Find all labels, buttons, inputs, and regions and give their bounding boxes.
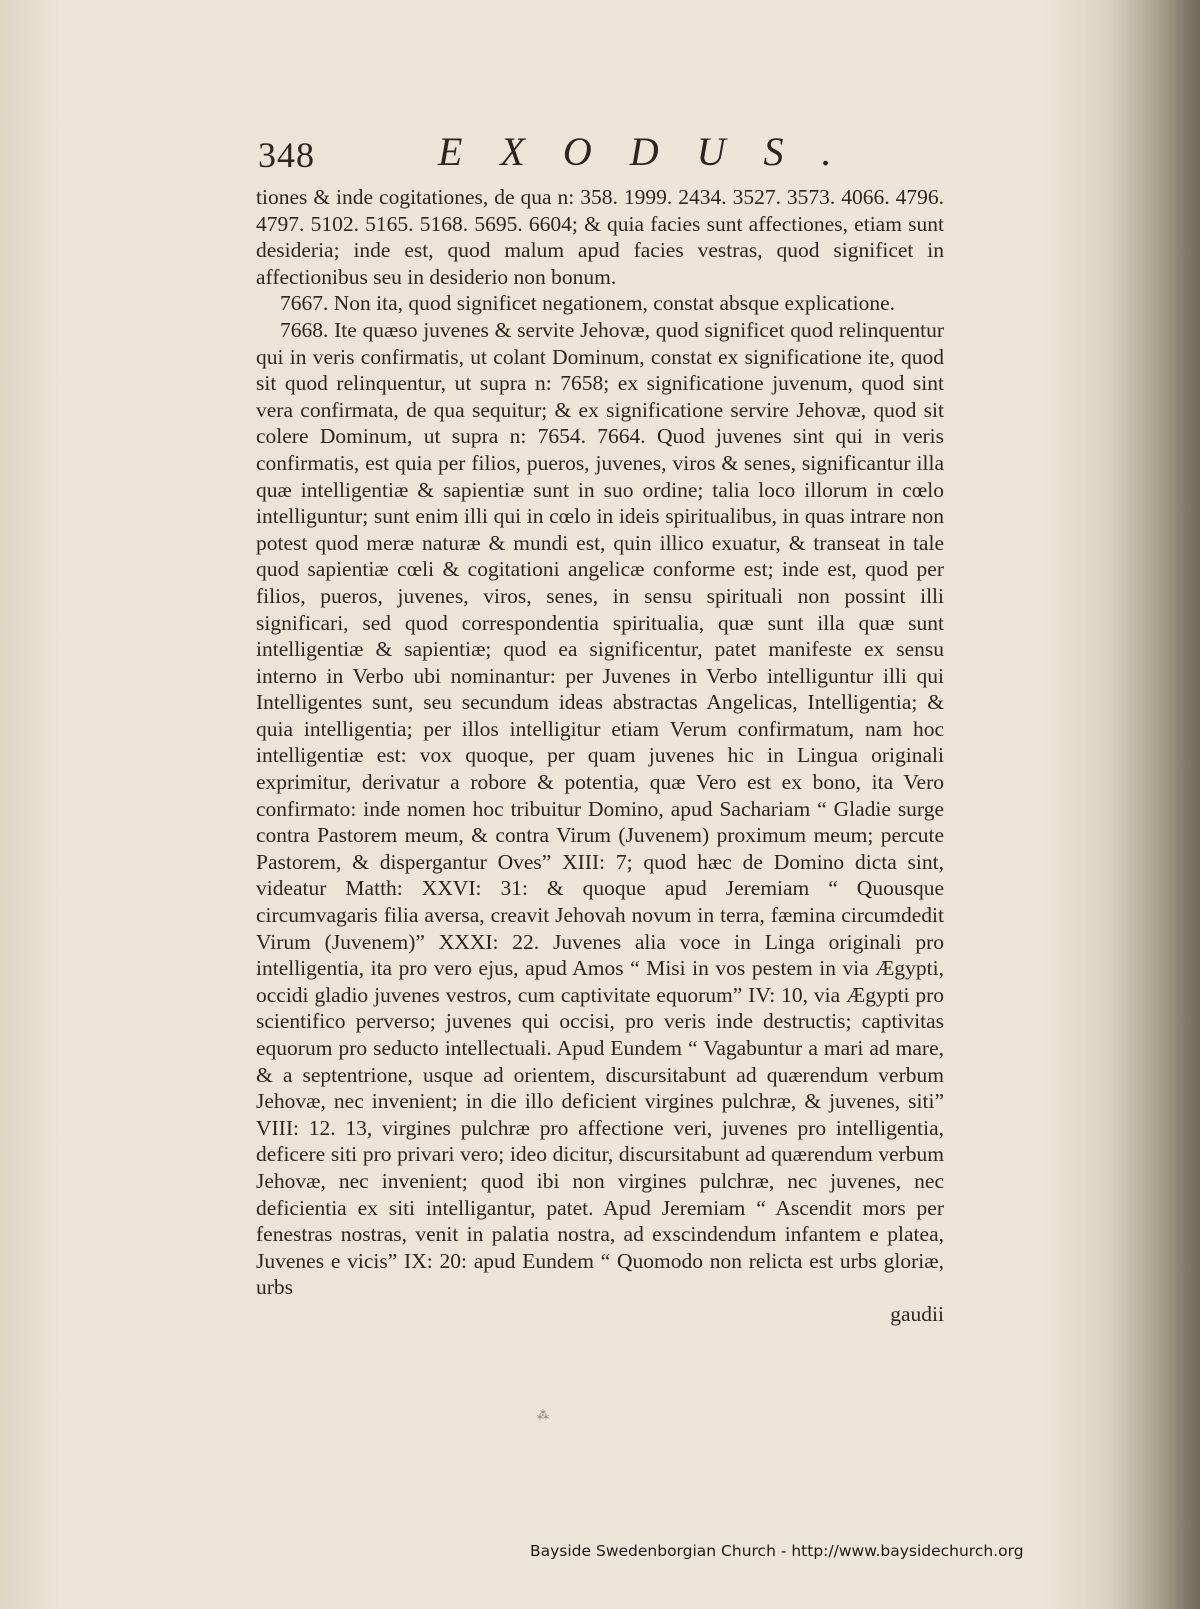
page-number: 348 <box>258 135 315 175</box>
page-mark: ⁂ <box>537 1408 549 1422</box>
page-header <box>258 128 958 178</box>
running-title: EXODUS. <box>438 129 870 174</box>
body-text <box>256 184 944 1328</box>
catchword: gaudii <box>890 1301 944 1326</box>
paragraph-7668: 7668. Ite quæso juvenes & servite Jehovæ, quod significet quod relinquentur qui in veris confirmatis, ut colant Dominum, constat ex significatione ite, quod sit quod relinquentur, ut supra n: 7658; ex significatione juvenum, quod sint vera confirmata, de qua sequitur; & ex significatione servire Jehovæ, quod sit colere Dominum, ut supra n: 7654. 7664. Quod juvenes sint qui in veris confirmatis, est quia per filios, pueros, juvenes, viros & senes, significantur illa quæ intelligentiæ & sapientiæ sunt in suo ordine; talia loco illorum in cœlo intelliguntur; sunt enim illi qui in cœlo in ideis spiritualibus, in quas intrare non potest quod meræ naturæ & mundi est, quin illico exuatur, & transeat in tale quod sapientiæ cœli & cogitationi angelicæ conforme est; inde est, quod per filios, pueros, juvenes, viros, senes, in sensu spirituali non possint illi significari, sed quod correspondentia spiritualia, quæ sunt illa quæ sunt intelligentiæ & sapientiæ; quod ea significentur, patet manifeste ex sensu interno in Verbo ubi nominantur: per Juvenes in Verbo intelliguntur illi qui Intelligentes sunt, seu secundum ideas abstractas Angelicas, Intelligentia; & quia intelligentia; per illos intelligitur etiam Verum confirmatum, nam hoc intelligentiæ est: vox quoque, per quam juvenes hic in Lingua originali exprimitur, derivatur a robore & potentia, quæ Vero est ex bono, ita Vero confirmato: inde nomen hoc tribuitur Domino, apud Sachariam “ Gladie surge contra Pastorem meum, & contra Virum (Juvenem) proximum meum; percute Pastorem, & dispergantur Oves” XIII: 7; quod hæc de Domino dicta sint, videatur Matth: XXVI: 31: & quoque apud Jeremiam “ Quousque circumvagaris filia aversa, creavit Jehovah novum in terra, fæmina circumdedit Virum (Juvenem)” XXXI: 22. Juvenes alia voce in Linga originali pro intelligentia, ita pro vero ejus, apud Amos “ Misi in vos pestem in via Ægypti, occidi gladio juvenes vestros, cum captivitate equorum” IV: 10, via Ægypti pro scientifico perverso; juvenes qui occisi, pro veris inde destructis; captivitas equorum pro seducto intellectuali. Apud Eundem “ Vagabuntur a mari ad mare, & a septentrione, usque ad orientem, discursitabunt ad quærendum verbum Jehovæ, nec invenient; in die illo deficient virgines pulchræ, & juvenes, siti” VIII: 12. 13, virgines pulchræ pro affectione veri, juvenes pro intelligentia, deficere siti pro privari vero; ideo dicitur, discursitabunt ad quærendum verbum Jehovæ, nec invenient; quod ibi non virgines pulchræ, nec juvenes, nec deficientia ex siti intelligantur, patet. Apud Jeremiam “ Ascendit mors per fenestras nostras, venit in palatia nostra, ad exscindendum infantem e platea, Juvenes e vicis” IX: 20: apud Eundem “ Quomodo non relicta est urbs gloriæ, urbs <box>256 317 944 1300</box>
footer-credit: Bayside Swedenborgian Church - http://www.baysidechurch.org <box>530 1542 1024 1560</box>
paragraph-7667: 7667. Non ita, quod significet negationem, constat absque explicatione. <box>280 291 895 316</box>
paragraph-continuation: tiones & inde cogitationes, de qua n: 358. 1999. 2434. 3527. 3573. 4066. 4796. 4797. 5102. 5165. 5168. 5695. 6604; & quia facies sunt affectiones, etiam sunt desideria; inde est, quod malum apud facies vestras, quod significet in affectionibus seu in desiderio non bonum. <box>256 185 944 289</box>
